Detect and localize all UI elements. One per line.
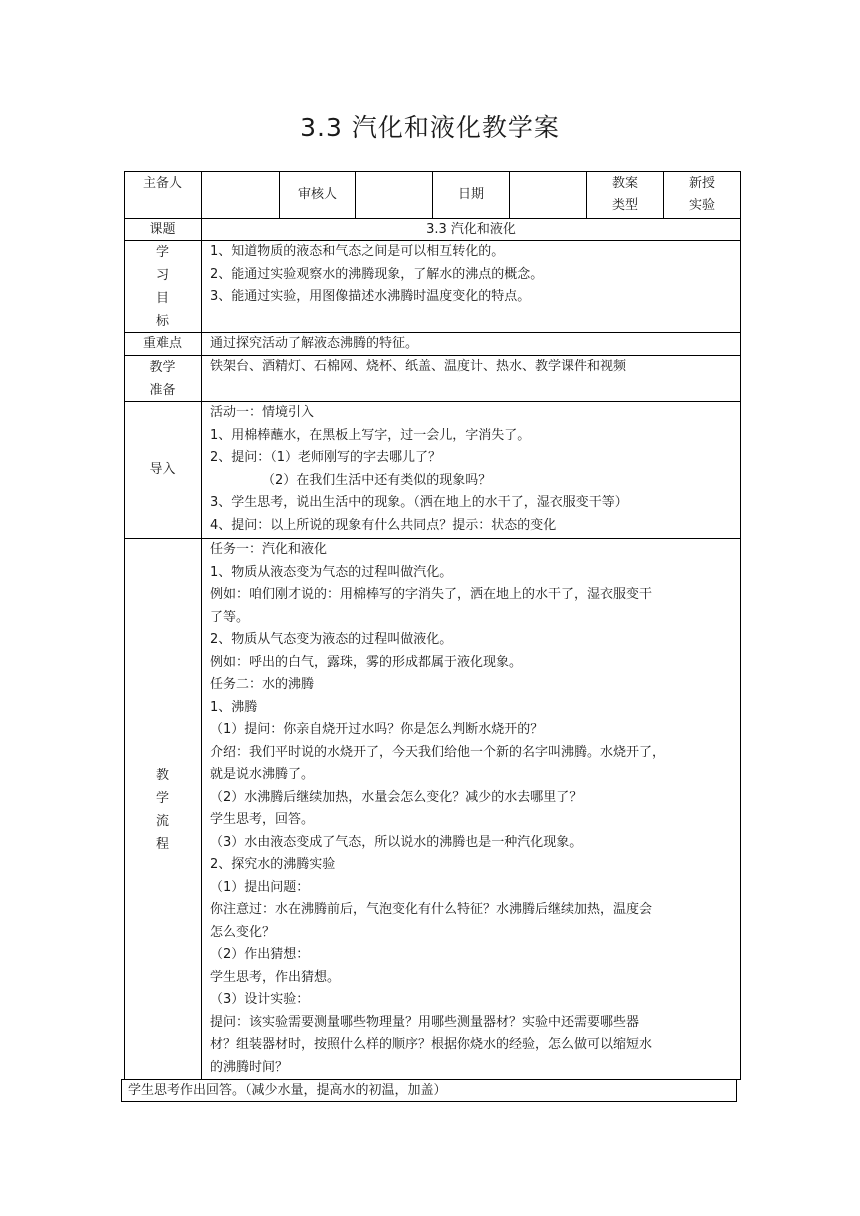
intro-line: 2、提问：（1）老师刚写的字去哪儿了？	[210, 450, 442, 465]
process-line: 学生思考，作出猜想。	[210, 969, 341, 985]
goal-item: 2、能通过实验观察水的沸腾现象，了解水的沸点的概念。	[210, 266, 544, 282]
process-line: 任务二：水的沸腾	[210, 677, 315, 692]
process-line: 你注意过：水在沸腾前后，气泡变化有什么特征？水沸腾后继续加热，温度会	[210, 902, 653, 917]
goal-item: 3、能通过实验，用图像描述水沸腾时温度变化的特点。	[210, 289, 531, 304]
process-line: 例如：呼出的白气，露珠，雾的形成都属于液化现象。	[210, 654, 523, 670]
intro-line: 1、用棉棒蘸水，在黑板上写字，过一会儿，字消失了。	[210, 427, 531, 443]
process-line: 2、物质从气态变为液态的过程叫做液化。	[210, 632, 453, 647]
page-title: 3.3 汽化和液化教学案	[300, 113, 560, 142]
process-line: 学生思考，回答。	[210, 812, 315, 827]
process-line: 2、探究水的沸腾实验	[210, 857, 336, 872]
process-line: 就是说水沸腾了。	[210, 767, 315, 782]
topic-label: 课题	[149, 222, 176, 237]
preparer-label: 主备人	[142, 176, 182, 191]
process-line: 了等。	[210, 609, 250, 625]
process-line: 的沸腾时间？	[210, 1059, 289, 1075]
process-line: 材？组装器材时，按照什么样的顺序？根据你烧水的经验，怎么做可以缩短水	[210, 1037, 653, 1052]
intro-line: （2）在我们生活中还有类似的现象吗？	[262, 472, 492, 488]
intro-label: 导入	[149, 462, 176, 477]
process-line: 提问：该实验需要测量哪些物理量？用哪些测量器材？实验中还需要哪些器	[210, 1014, 640, 1030]
process-line: 介绍：我们平时说的水烧开了，今天我们给他一个新的名字叫沸腾。水烧开了，	[210, 744, 666, 760]
key-points-label: 重难点	[142, 336, 182, 351]
lesson-type-value: 新授 实验	[688, 176, 715, 213]
key-points-value: 通过探究活动了解液态沸腾的特征。	[210, 336, 419, 351]
preparation-label: 教学 准备	[149, 359, 176, 398]
process-line: （3）水由液态变成了气态，所以说水的沸腾也是一种汽化现象。	[210, 834, 583, 850]
process-line: 1、沸腾	[210, 699, 258, 715]
topic-value: 3.3 汽化和液化	[426, 222, 516, 237]
goals-label: 学 习 目 标	[155, 245, 169, 329]
process-line: （1）提问：你亲自烧开过水吗？你是怎么判断水烧开的？	[210, 722, 544, 737]
goals-list	[210, 241, 738, 309]
process-line: 1、物质从液态变为气态的过程叫做汽化。	[210, 564, 453, 580]
intro-content	[210, 402, 738, 537]
intro-line: 活动一：情境引入	[210, 405, 315, 420]
process-line: （3）设计实验：	[210, 992, 310, 1007]
process-line: （2）作出猜想：	[210, 947, 310, 962]
reviewer-label: 审核人	[297, 187, 337, 202]
process-line: （2）水沸腾后继续加热，水量会怎么变化？减少的水去哪里了？	[210, 789, 583, 805]
process-line: 例如：咱们刚才说的：用棉棒写的字消失了，洒在地上的水干了，湿衣服变干	[210, 587, 653, 602]
lesson-type-label: 教案 类型	[611, 176, 638, 213]
process-line: 怎么变化？	[210, 924, 276, 940]
student-answer-note: 学生思考作出回答。（减少水量，提高水的初温，加盖）	[121, 1079, 737, 1102]
process-line: （1）提出问题：	[210, 879, 310, 895]
intro-line: 4、提问：以上所说的现象有什么共同点？提示：状态的变化	[210, 517, 557, 533]
date-label: 日期	[457, 187, 484, 202]
process-content	[210, 539, 738, 1079]
intro-line: 3、学生思考，说出生活中的现象。（洒在地上的水干了，湿衣服变干等）	[210, 495, 628, 510]
process-line: 任务一：汽化和液化	[210, 542, 328, 557]
goal-item: 1、知道物质的液态和气态之间是可以相互转化的。	[210, 244, 505, 259]
preparation-value: 铁架台、酒精灯、石棉网、烧杯、纸盖、温度计、热水、教学课件和视频	[210, 359, 627, 374]
process-label: 教 学 流 程	[155, 768, 169, 852]
